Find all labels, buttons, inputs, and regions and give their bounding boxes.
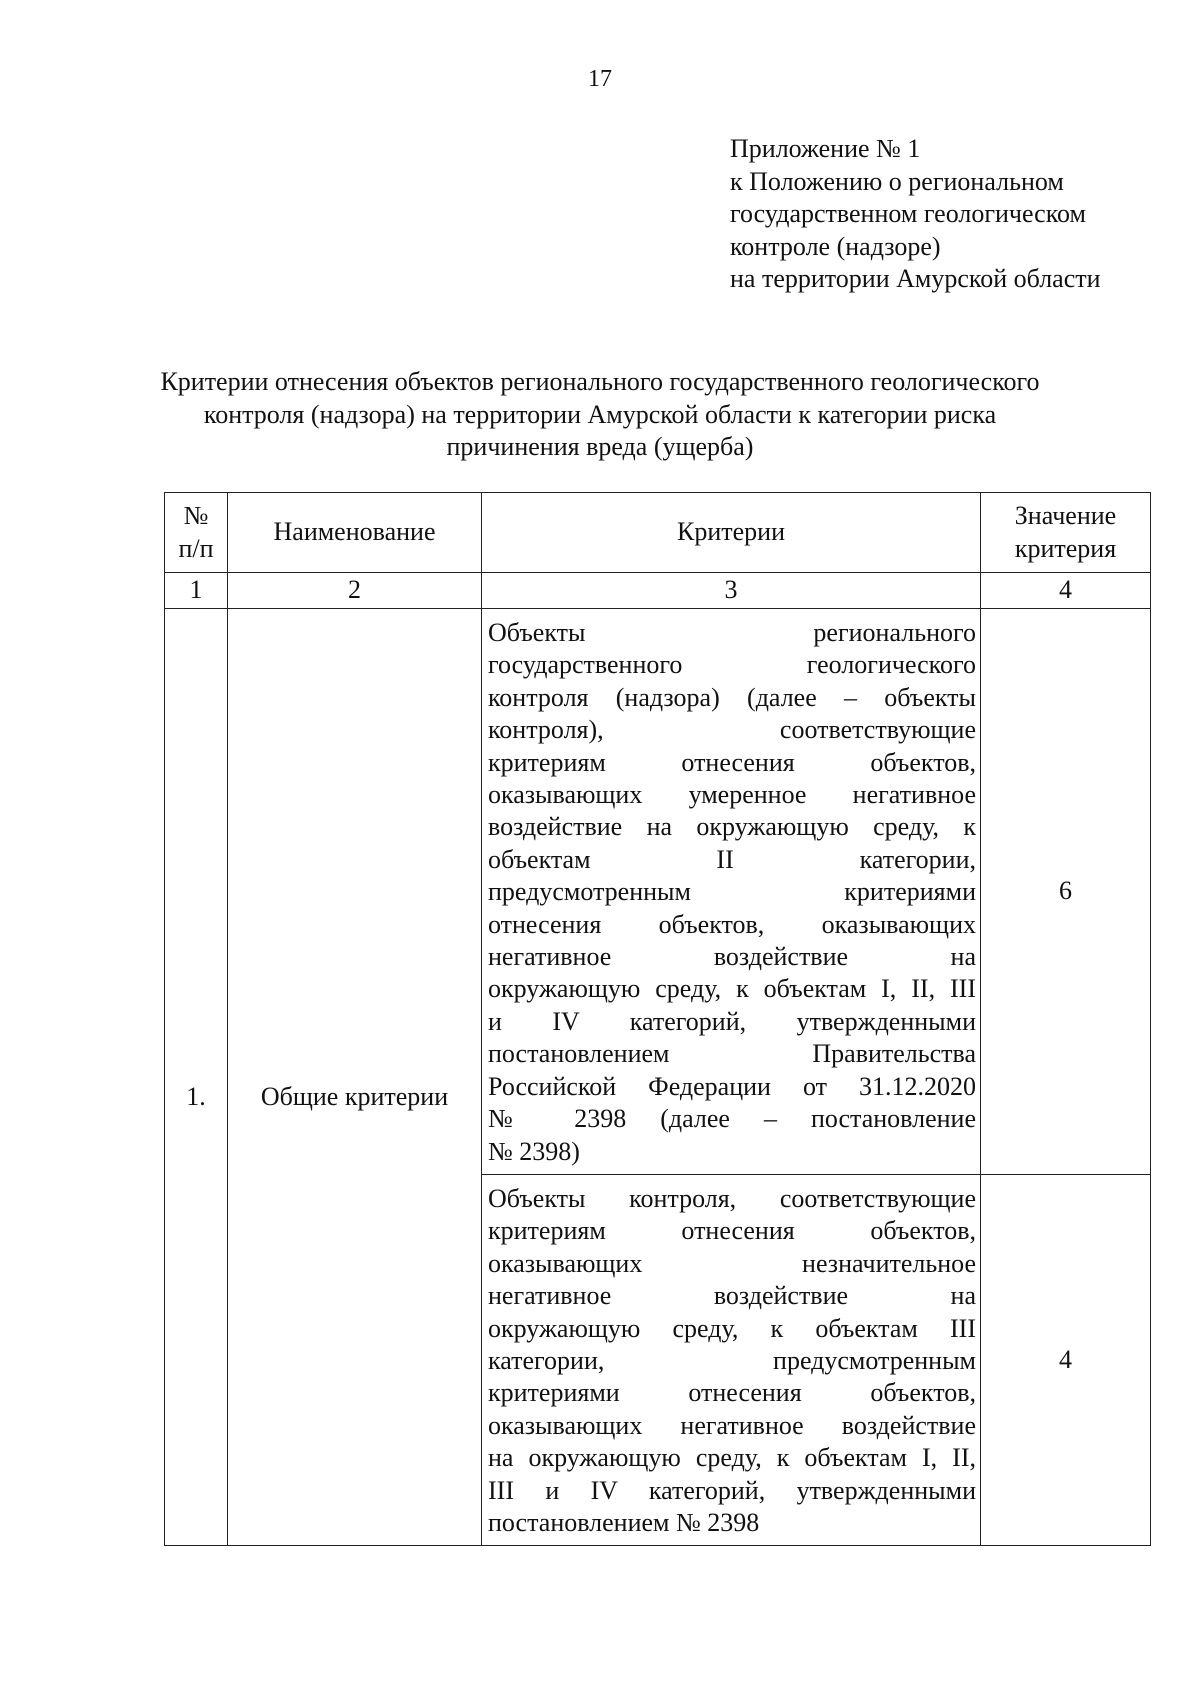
appendix-line: государственном геологическом (730, 199, 1086, 228)
criterion-text: Объекты регионального государственного геологического контроля (надзора) (далее – объекты контроля), соответствующие критериям отнесения объектов, оказывающих умеренное негативное воздействие на окружающую среду, к объектам II категории, предусмотренным критериями отнесения объектов, оказывающих негативное воздействие на окружающую среду, к объектам I, II, III и IV категорий, утвержденными постановлением Правительства Российской Федерации от 31.12.2020 № 2398 (далее – постановление № 2398) (482, 609, 981, 1175)
column-number: 3 (482, 573, 981, 609)
page-number: 17 (588, 66, 612, 92)
document-title (100, 366, 1100, 464)
criteria-table (164, 492, 1151, 1546)
row-name: Общие критерии (228, 609, 482, 1546)
row-number: 1. (165, 609, 228, 1546)
column-number: 2 (228, 573, 482, 609)
table-row (165, 609, 1151, 1175)
criterion-value: 6 (981, 609, 1151, 1175)
column-numbers-row (165, 573, 1151, 609)
title-line: Критерии отнесения объектов регионального государственного геологического (160, 367, 1040, 396)
header-number: № п/п (165, 493, 228, 573)
header-name: Наименование (228, 493, 482, 573)
appendix-line: к Положению о региональном (730, 166, 1064, 196)
column-number: 4 (981, 573, 1151, 609)
title-line: контроля (надзора) на территории Амурской области к категории риска (203, 399, 997, 429)
appendix-line: на территории Амурской области (730, 264, 1101, 293)
criterion-value: 4 (981, 1174, 1151, 1545)
appendix-line: Приложение № 1 (730, 134, 921, 163)
header-criteria: Критерии (482, 493, 981, 573)
criterion-text: Объекты контроля, соответствующие критериям отнесения объектов, оказывающих незначительное негативное воздействие на окружающую среду, к объектам III категории, предусмотренным критериями отнесения объектов, оказывающих негативное воздействие на окружающую среду, к объектам I, II, III и IV категорий, утвержденными постановлением № 2398 (482, 1174, 981, 1545)
appendix-note (730, 133, 1170, 296)
appendix-line: контроле (надзоре) (730, 231, 941, 261)
table-header-row (165, 493, 1151, 573)
column-number: 1 (165, 573, 228, 609)
header-value: Значение критерия (981, 493, 1151, 573)
title-line: причинения вреда (ущерба) (446, 432, 754, 461)
